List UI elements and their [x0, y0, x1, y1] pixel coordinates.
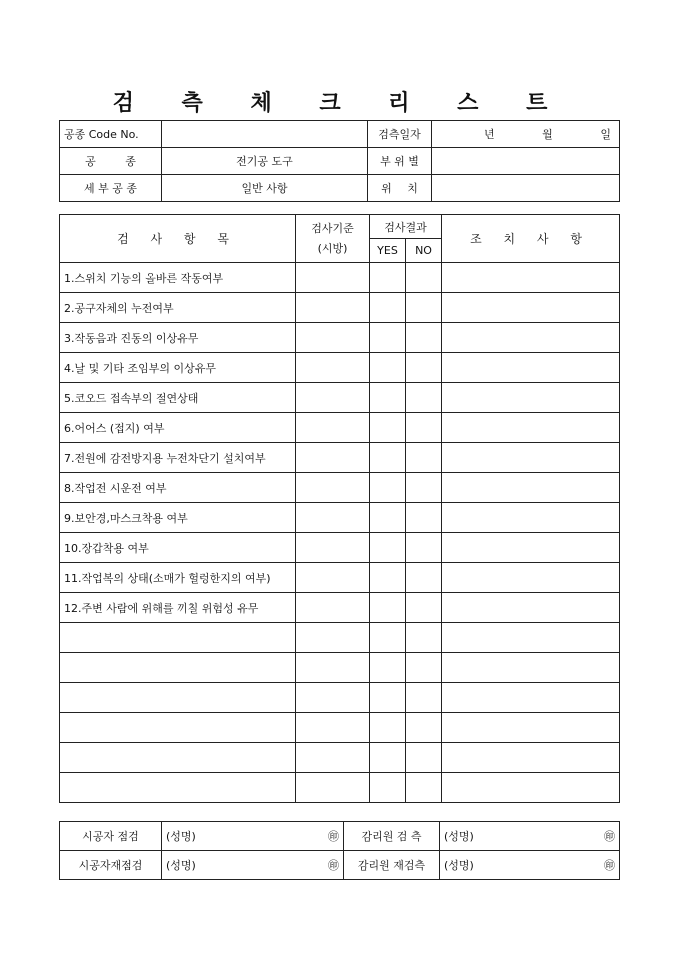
date-day-label: 일: [600, 128, 611, 141]
standard-cell[interactable]: [296, 443, 370, 473]
standard-cell[interactable]: [296, 263, 370, 293]
col-result: 검사결과: [370, 215, 442, 239]
contractor-check-label: 시공자 점검: [60, 822, 162, 851]
no-cell[interactable]: [406, 473, 442, 503]
action-cell[interactable]: [442, 323, 620, 353]
signature-row-1: [60, 822, 620, 851]
standard-cell[interactable]: [296, 653, 370, 683]
yes-cell[interactable]: [370, 563, 406, 593]
checklist-row: [60, 263, 620, 293]
yes-cell[interactable]: [370, 653, 406, 683]
seal-icon: ㊞: [604, 859, 615, 872]
yes-cell[interactable]: [370, 293, 406, 323]
col-yes: YES: [370, 239, 406, 263]
no-cell[interactable]: [406, 533, 442, 563]
date-month-label: 월: [542, 128, 553, 141]
col-no: NO: [406, 239, 442, 263]
no-cell[interactable]: [406, 563, 442, 593]
subtrade-value[interactable]: 일반 사항: [162, 175, 368, 202]
action-cell[interactable]: [442, 653, 620, 683]
supervisor-recheck-name[interactable]: [440, 851, 620, 880]
subtrade-label: 세 부 공 종: [60, 175, 162, 202]
inspection-date-label: 검측일자: [368, 121, 432, 148]
col-inspection-item: 검 사 항 목: [60, 215, 296, 263]
supervisor-check-name[interactable]: [440, 822, 620, 851]
standard-cell[interactable]: [296, 773, 370, 803]
supervisor-check-label: 감리원 검 측: [344, 822, 440, 851]
yes-cell[interactable]: [370, 473, 406, 503]
checklist-row: [60, 773, 620, 803]
checklist-item: 10.장갑착용 여부: [60, 533, 296, 563]
checklist-item: 2.공구자체의 누전여부: [60, 293, 296, 323]
yes-cell[interactable]: [370, 503, 406, 533]
col-action: 조 치 사 항: [442, 215, 620, 263]
checklist-item: [60, 773, 296, 803]
yes-cell[interactable]: [370, 443, 406, 473]
checklist-row: [60, 353, 620, 383]
standard-cell[interactable]: [296, 323, 370, 353]
page-title: 검 측 체 크 리 스 트: [112, 90, 568, 116]
action-cell[interactable]: [442, 443, 620, 473]
action-cell[interactable]: [442, 263, 620, 293]
checklist-item: 1.스위치 기능의 올바른 작동여부: [60, 263, 296, 293]
no-cell[interactable]: [406, 593, 442, 623]
checklist-row: [60, 683, 620, 713]
no-cell[interactable]: [406, 383, 442, 413]
checklist-item: 3.작동음과 진동의 이상유무: [60, 323, 296, 353]
yes-cell[interactable]: [370, 683, 406, 713]
col-standard-line1: 검사기준: [311, 221, 354, 235]
no-cell[interactable]: [406, 713, 442, 743]
contractor-recheck-name[interactable]: [162, 851, 344, 880]
contractor-check-name[interactable]: [162, 822, 344, 851]
contractor-recheck-label: 시공자재점검: [60, 851, 162, 880]
checklist-row: [60, 653, 620, 683]
action-cell[interactable]: [442, 713, 620, 743]
checklist-row: [60, 383, 620, 413]
contractor-recheck-name-label: (성명): [166, 859, 196, 872]
yes-cell[interactable]: [370, 773, 406, 803]
yes-cell[interactable]: [370, 383, 406, 413]
yes-cell[interactable]: [370, 713, 406, 743]
inspection-date-value[interactable]: [432, 121, 620, 148]
checklist-row: [60, 473, 620, 503]
checklist-row: [60, 293, 620, 323]
yes-cell[interactable]: [370, 413, 406, 443]
checklist-row: [60, 533, 620, 563]
no-cell[interactable]: [406, 353, 442, 383]
no-cell[interactable]: [406, 443, 442, 473]
standard-cell[interactable]: [296, 533, 370, 563]
action-cell[interactable]: [442, 473, 620, 503]
standard-cell[interactable]: [296, 623, 370, 653]
action-cell[interactable]: [442, 383, 620, 413]
header-info-table: [59, 120, 620, 202]
code-no-value[interactable]: [162, 121, 368, 148]
action-cell[interactable]: [442, 533, 620, 563]
supervisor-check-name-label: (성명): [444, 830, 474, 843]
signature-table: [59, 821, 620, 880]
yes-cell[interactable]: [370, 593, 406, 623]
standard-cell[interactable]: [296, 743, 370, 773]
supervisor-recheck-name-label: (성명): [444, 859, 474, 872]
yes-cell[interactable]: [370, 263, 406, 293]
action-cell[interactable]: [442, 683, 620, 713]
part-value[interactable]: [432, 148, 620, 175]
action-cell[interactable]: [442, 743, 620, 773]
checklist-header-row: [60, 215, 620, 239]
checklist-row: [60, 593, 620, 623]
signature-row-2: [60, 851, 620, 880]
col-standard: [296, 215, 370, 263]
no-cell[interactable]: [406, 773, 442, 803]
seal-icon: ㊞: [328, 830, 339, 843]
trade-value[interactable]: 전기공 도구: [162, 148, 368, 175]
standard-cell[interactable]: [296, 713, 370, 743]
checklist-row: [60, 713, 620, 743]
standard-cell[interactable]: [296, 593, 370, 623]
date-year-label: 년: [484, 128, 495, 141]
yes-cell[interactable]: [370, 533, 406, 563]
checklist-row: [60, 413, 620, 443]
col-standard-line2: (시방): [317, 241, 348, 255]
no-cell[interactable]: [406, 683, 442, 713]
no-cell[interactable]: [406, 293, 442, 323]
checklist-table: [59, 214, 620, 803]
no-cell[interactable]: [406, 263, 442, 293]
standard-cell[interactable]: [296, 413, 370, 443]
checklist-item: 6.어어스 (접지) 여부: [60, 413, 296, 443]
seal-icon: ㊞: [328, 859, 339, 872]
checklist-item: 5.코오드 접속부의 절연상태: [60, 383, 296, 413]
contractor-check-name-label: (성명): [166, 830, 196, 843]
standard-cell[interactable]: [296, 473, 370, 503]
checklist-item: [60, 653, 296, 683]
action-cell[interactable]: [442, 293, 620, 323]
checklist-item: 11.작업복의 상태(소매가 헐렁한지의 여부): [60, 563, 296, 593]
standard-cell[interactable]: [296, 353, 370, 383]
header-row-trade: [60, 148, 620, 175]
no-cell[interactable]: [406, 653, 442, 683]
action-cell[interactable]: [442, 623, 620, 653]
checklist-item: 4.날 및 기타 조임부의 이상유무: [60, 353, 296, 383]
checklist-row: [60, 623, 620, 653]
seal-icon: ㊞: [604, 830, 615, 843]
location-value[interactable]: [432, 175, 620, 202]
checklist-item: 12.주변 사람에 위해를 끼칠 위험성 유무: [60, 593, 296, 623]
action-cell[interactable]: [442, 593, 620, 623]
checklist-item: [60, 683, 296, 713]
action-cell[interactable]: [442, 563, 620, 593]
part-label: 부 위 별: [368, 148, 432, 175]
no-cell[interactable]: [406, 413, 442, 443]
location-label: 위 치: [368, 175, 432, 202]
action-cell[interactable]: [442, 353, 620, 383]
checklist-item: 9.보안경,마스크착용 여부: [60, 503, 296, 533]
no-cell[interactable]: [406, 623, 442, 653]
action-cell[interactable]: [442, 413, 620, 443]
yes-cell[interactable]: [370, 743, 406, 773]
checklist-row: [60, 563, 620, 593]
checklist-item: 7.전원에 감전방지용 누전차단기 설치여부: [60, 443, 296, 473]
checklist-item: [60, 713, 296, 743]
no-cell[interactable]: [406, 743, 442, 773]
no-cell[interactable]: [406, 503, 442, 533]
no-cell[interactable]: [406, 323, 442, 353]
action-cell[interactable]: [442, 773, 620, 803]
action-cell[interactable]: [442, 503, 620, 533]
standard-cell[interactable]: [296, 383, 370, 413]
code-no-label: 공종 Code No.: [60, 121, 162, 148]
checklist-row: [60, 743, 620, 773]
checklist-item: [60, 623, 296, 653]
standard-cell[interactable]: [296, 503, 370, 533]
yes-cell[interactable]: [370, 323, 406, 353]
yes-cell[interactable]: [370, 353, 406, 383]
standard-cell[interactable]: [296, 563, 370, 593]
checklist-item: 8.작업전 시운전 여부: [60, 473, 296, 503]
checklist-row: [60, 323, 620, 353]
header-row-subtrade: [60, 175, 620, 202]
standard-cell[interactable]: [296, 293, 370, 323]
yes-cell[interactable]: [370, 623, 406, 653]
checklist-item: [60, 743, 296, 773]
header-row-code: [60, 121, 620, 148]
standard-cell[interactable]: [296, 683, 370, 713]
supervisor-recheck-label: 감리원 재검측: [344, 851, 440, 880]
trade-label: 공 종: [60, 148, 162, 175]
checklist-row: [60, 443, 620, 473]
checklist-row: [60, 503, 620, 533]
